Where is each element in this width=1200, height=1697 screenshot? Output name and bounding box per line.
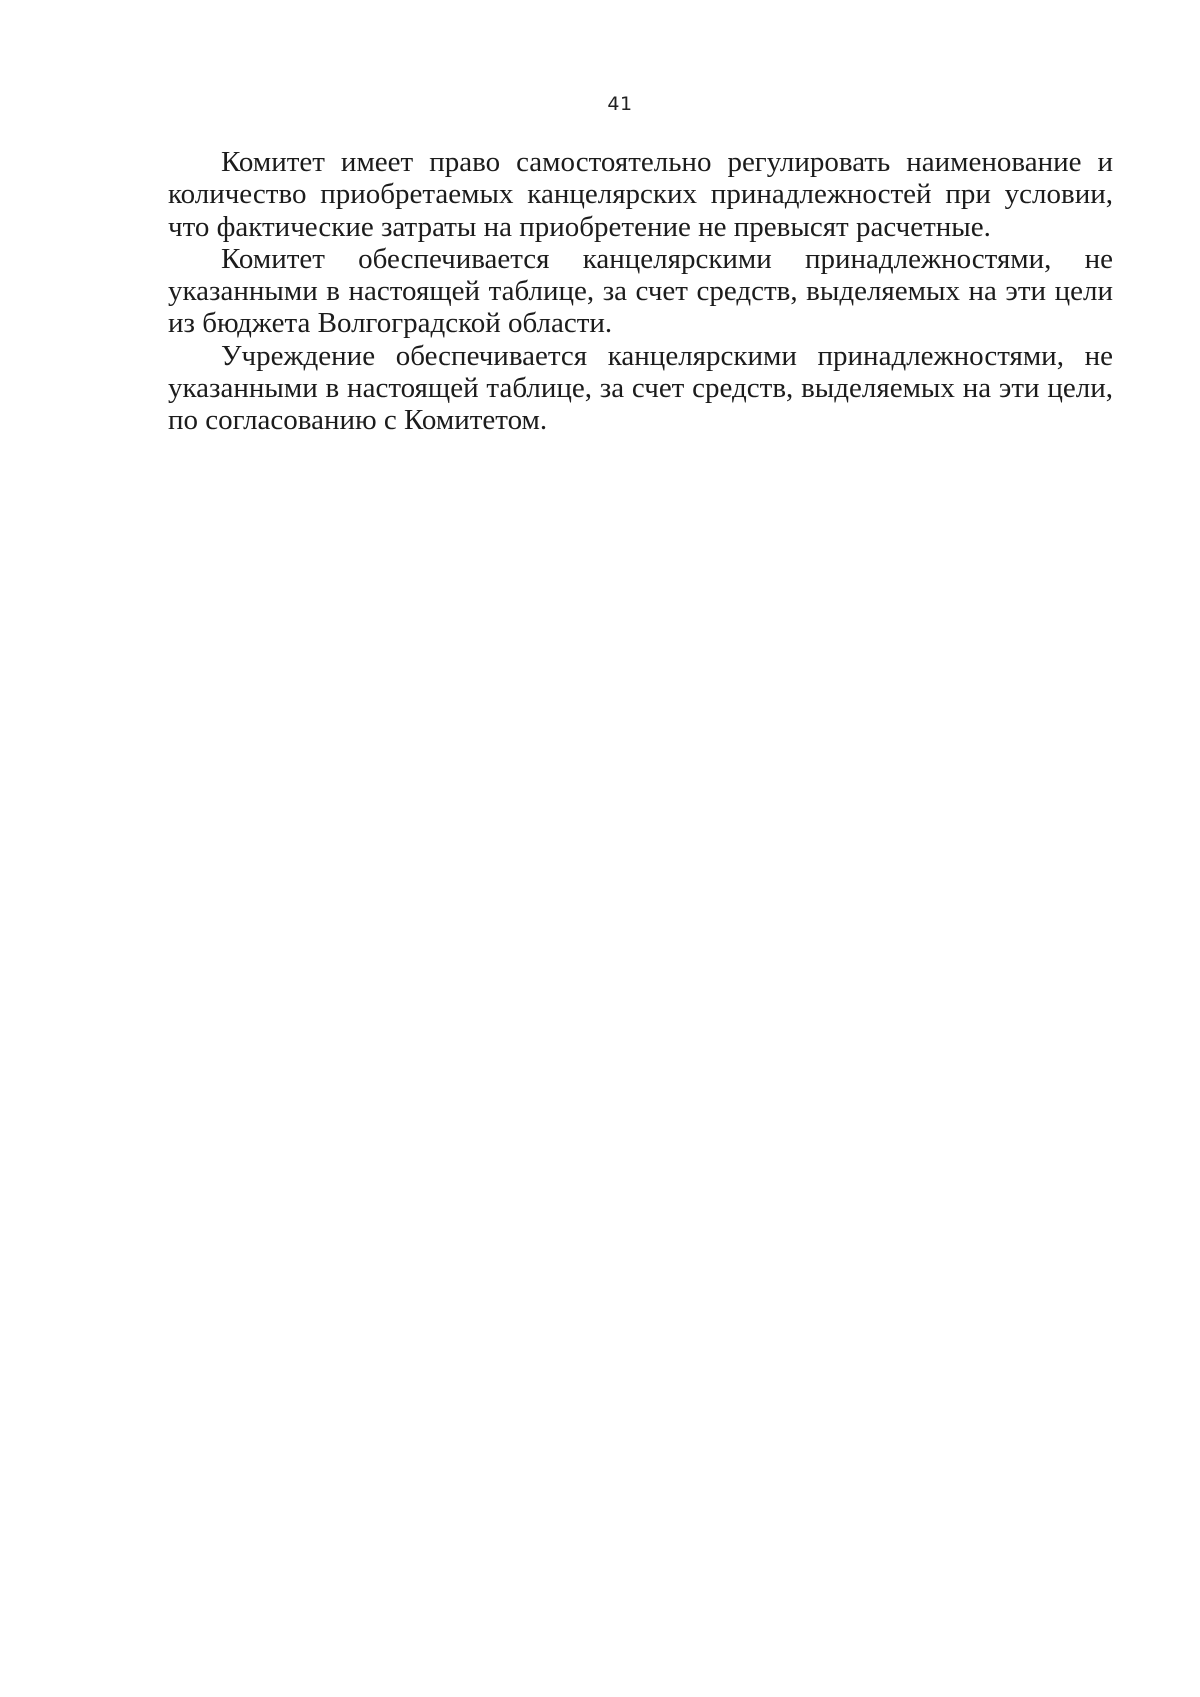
paragraph-committee-rights: Комитет имеет право самостоятельно регулировать наименование и количество приобретаемых канцелярских принадлежностей при условии, что фактические затраты на приобретение не превысят расчетные.	[168, 146, 1113, 243]
paragraph-institution-supply: Учреждение обеспечивается канцелярскими принадлежностями, не указанными в настоящей таблице, за счет средств, выделяемых на эти цели, по согласованию с Комитетом.	[168, 339, 1113, 437]
document-body	[168, 146, 1113, 437]
page-number: 41	[607, 93, 633, 115]
paragraph-committee-supply: Комитет обеспечивается канцелярскими принадлежностями, не указанными в настоящей таблице, за счет средств, выделяемых на эти цели из бюджета Волгоградской области.	[168, 242, 1113, 340]
